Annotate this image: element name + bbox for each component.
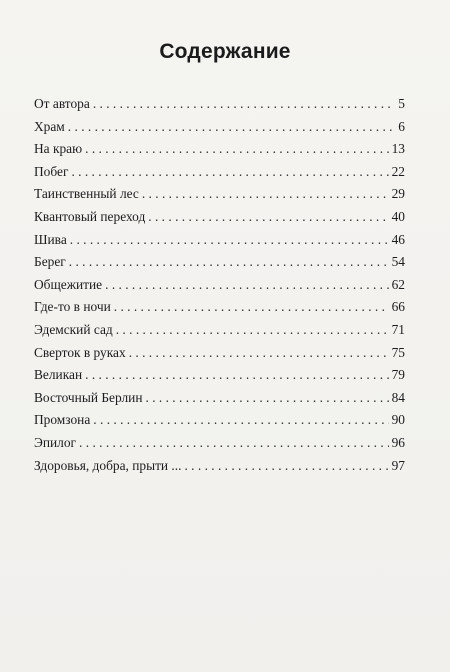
toc-entry-title: На краю <box>34 141 83 157</box>
dot-leader <box>93 412 388 428</box>
toc-entry <box>34 435 405 458</box>
toc-entry <box>34 390 405 413</box>
dot-leader <box>114 299 389 315</box>
table-of-contents <box>34 96 405 480</box>
toc-entry <box>34 186 405 209</box>
toc-entry <box>34 322 405 345</box>
toc-entry-title: Где-то в ночи <box>34 299 111 315</box>
toc-entry-title: Храм <box>34 118 65 134</box>
toc-entry <box>34 96 405 119</box>
toc-entry-title: Великан <box>34 367 83 383</box>
toc-entry-page: 29 <box>391 186 405 202</box>
dot-leader <box>129 345 389 361</box>
toc-entry-title: От автора <box>34 96 90 111</box>
toc-entry-page: 6 <box>398 118 405 134</box>
toc-entry-page: 62 <box>391 276 405 292</box>
toc-entry-page: 46 <box>391 231 405 247</box>
toc-entry-title: Сверток в руках <box>34 344 126 360</box>
toc-entry-page: 40 <box>391 208 405 224</box>
dot-leader <box>146 390 389 406</box>
toc-entry-title: Здоровья, добра, прыти ... <box>34 457 182 473</box>
dot-leader <box>71 164 388 180</box>
toc-entry <box>34 299 405 322</box>
toc-entry <box>34 254 405 277</box>
dot-leader <box>70 232 389 248</box>
toc-entry <box>34 367 405 390</box>
toc-entry-page: 5 <box>398 96 405 111</box>
dot-leader <box>85 141 388 157</box>
toc-entry <box>34 277 405 300</box>
toc-entry-page: 13 <box>391 141 405 157</box>
toc-entry-title: Берег <box>34 254 66 270</box>
dot-leader <box>93 96 395 112</box>
dot-leader <box>79 435 389 451</box>
toc-entry-page: 79 <box>391 367 405 383</box>
toc-entry <box>34 119 405 142</box>
toc-entry-page: 71 <box>391 321 405 337</box>
dot-leader <box>69 254 389 270</box>
toc-entry-page: 90 <box>391 412 405 428</box>
toc-entry <box>34 458 405 481</box>
toc-entry-title: Квантовый переход <box>34 208 146 224</box>
dot-leader <box>116 322 389 338</box>
dot-leader <box>184 458 388 474</box>
toc-entry-title: Шива <box>34 231 67 247</box>
toc-entry <box>34 412 405 435</box>
toc-entry-page: 96 <box>391 434 405 450</box>
toc-entry-title: Побег <box>34 163 69 179</box>
toc-entry <box>34 345 405 368</box>
contents-heading: Содержание <box>159 40 291 63</box>
toc-entry-title: Таинственный лес <box>34 186 139 202</box>
toc-entry-page: 97 <box>391 457 405 473</box>
toc-entry-page: 84 <box>391 389 405 405</box>
dot-leader <box>142 186 389 202</box>
toc-entry-page: 66 <box>391 299 405 315</box>
toc-entry-title: Эдемский сад <box>34 321 113 337</box>
toc-entry-title: Эпилог <box>34 434 77 450</box>
toc-entry-page: 75 <box>391 344 405 360</box>
toc-entry-page: 22 <box>391 163 405 179</box>
toc-entry-title: Промзона <box>34 412 91 428</box>
toc-entry <box>34 232 405 255</box>
toc-entry-page: 54 <box>391 254 405 270</box>
toc-entry-title: Общежитие <box>34 276 103 292</box>
dot-leader <box>68 119 396 135</box>
dot-leader <box>148 209 388 225</box>
dot-leader <box>105 277 388 293</box>
toc-entry <box>34 164 405 187</box>
dot-leader <box>85 367 388 383</box>
toc-entry <box>34 209 405 232</box>
toc-entry-title: Восточный Берлин <box>34 389 143 405</box>
toc-entry <box>34 141 405 164</box>
